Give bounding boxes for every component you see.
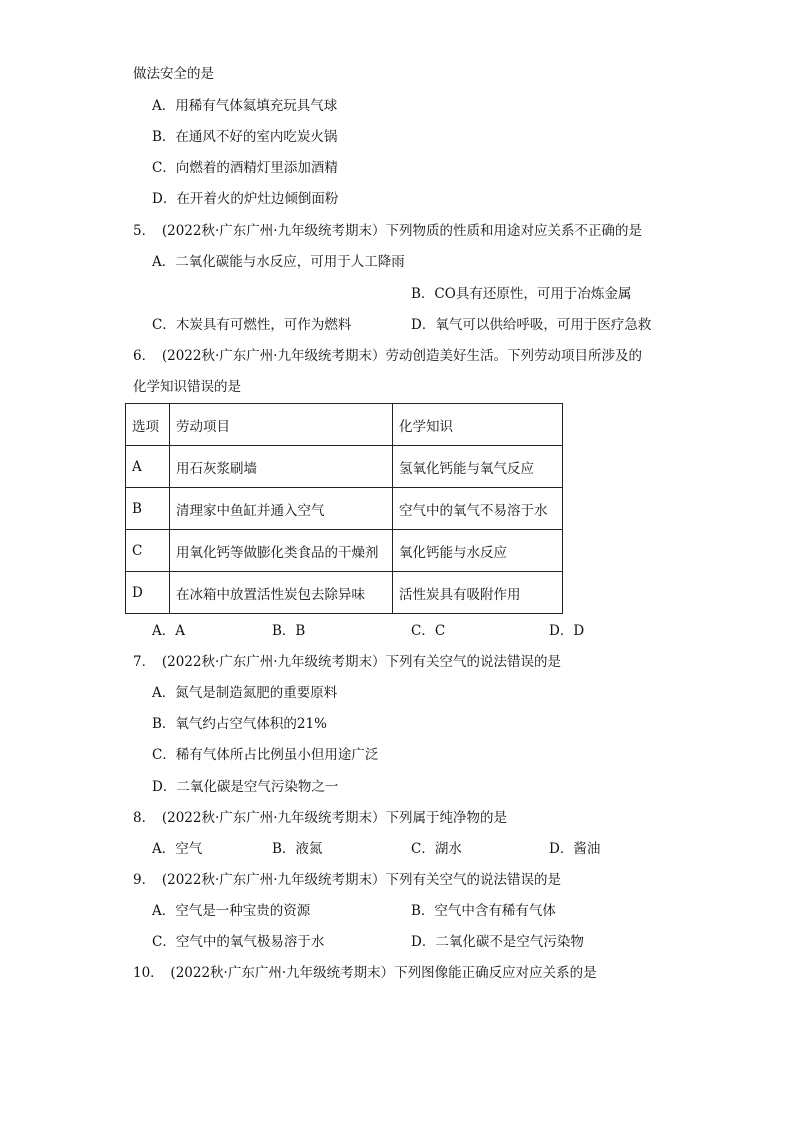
- table-cell: 活性炭具有吸附作用: [393, 572, 563, 614]
- question-7-stem: 7． (2022秋·广东广州·九年级统考期末）下列有关空气的说法错误的是: [133, 654, 562, 670]
- table-cell: C: [126, 530, 170, 572]
- question-8-stem: 8． (2022秋·广东广州·九年级统考期末）下列属于纯净物的是: [133, 810, 508, 826]
- q7-option-b: B．氧气约占空气体积的21%: [152, 716, 327, 732]
- table-header-cell: 劳动项目: [170, 404, 393, 446]
- q9-option-a: A．空气是一种宝贵的资源: [152, 903, 311, 919]
- q9-option-b: B．空气中含有稀有气体: [411, 903, 556, 919]
- question-5-stem: 5． (2022秋·广东广州·九年级统考期末）下列物质的性质和用途对应关系不正确的是: [133, 223, 643, 239]
- table-row: [126, 572, 563, 614]
- table-cell: 氢氧化钙能与氧气反应: [393, 446, 563, 488]
- q7-option-d: D．二氧化碳是空气污染物之一: [152, 779, 339, 795]
- q7-option-a: A．氮气是制造氮肥的重要原料: [152, 685, 338, 701]
- q4-option-a: A．用稀有气体氦填充玩具气球: [152, 98, 338, 114]
- question-10-stem: 10． (2022秋·广东广州·九年级统考期末）下列图像能正确反应对应关系的是: [133, 965, 597, 981]
- q6-option-b: B．B: [272, 623, 306, 639]
- table-cell: 空气中的氧气不易溶于水: [393, 488, 563, 530]
- table-cell: 用氧化钙等做膨化类食品的干燥剂: [170, 530, 393, 572]
- q4-option-c: C．向燃着的酒精灯里添加酒精: [152, 160, 338, 176]
- table-cell: B: [126, 488, 170, 530]
- table-cell: D: [126, 572, 170, 614]
- question-9-stem: 9． (2022秋·广东广州·九年级统考期末）下列有关空气的说法错误的是: [133, 872, 562, 888]
- question-6-stem-line2: 化学知识错误的是: [133, 379, 241, 395]
- q6-option-a: A．A: [152, 623, 185, 639]
- table-cell: 用石灰浆刷墙: [170, 446, 393, 488]
- q6-option-d: D．D: [549, 623, 585, 639]
- q5-option-a: A．二氧化碳能与水反应，可用于人工降雨: [152, 254, 405, 270]
- q7-option-c: C．稀有气体所占比例虽小但用途广泛: [152, 747, 379, 763]
- table-header-cell: 选项: [126, 404, 170, 446]
- table-header-cell: 化学知识: [393, 404, 563, 446]
- q6-table: [125, 403, 563, 614]
- table-row: [126, 530, 563, 572]
- question-6-stem-line1: 6． (2022秋·广东广州·九年级统考期末）劳动创造美好生活。下列劳动项目所涉及的: [133, 348, 643, 364]
- q5-option-b: B．CO具有还原性，可用于冶炼金属: [411, 286, 632, 302]
- table-cell: 氧化钙能与水反应: [393, 530, 563, 572]
- q4-option-d: D．在开着火的炉灶边倾倒面粉: [152, 191, 339, 207]
- table-row: [126, 488, 563, 530]
- q5-option-d: D．氧气可以供给呼吸，可用于医疗急救: [411, 317, 652, 333]
- table-cell: 在冰箱中放置活性炭包去除异味: [170, 572, 393, 614]
- q5-option-c: C．木炭具有可燃性，可作为燃料: [152, 317, 352, 333]
- question-4-stem-continuation: 做法安全的是: [133, 66, 214, 82]
- q9-option-d: D．二氧化碳不是空气污染物: [411, 934, 584, 950]
- q9-option-c: C．空气中的氧气极易溶于水: [152, 934, 325, 950]
- q8-option-a: A．空气: [152, 841, 203, 857]
- q8-option-d: D．酱油: [549, 841, 601, 857]
- q8-option-c: C．湖水: [411, 841, 462, 857]
- q8-option-b: B．液氮: [272, 841, 323, 857]
- table-header-row: [126, 404, 563, 446]
- q6-option-c: C．C: [411, 623, 446, 639]
- table-cell: 清理家中鱼缸并通入空气: [170, 488, 393, 530]
- table-cell: A: [126, 446, 170, 488]
- table-row: [126, 446, 563, 488]
- q4-option-b: B．在通风不好的室内吃炭火锅: [152, 129, 338, 145]
